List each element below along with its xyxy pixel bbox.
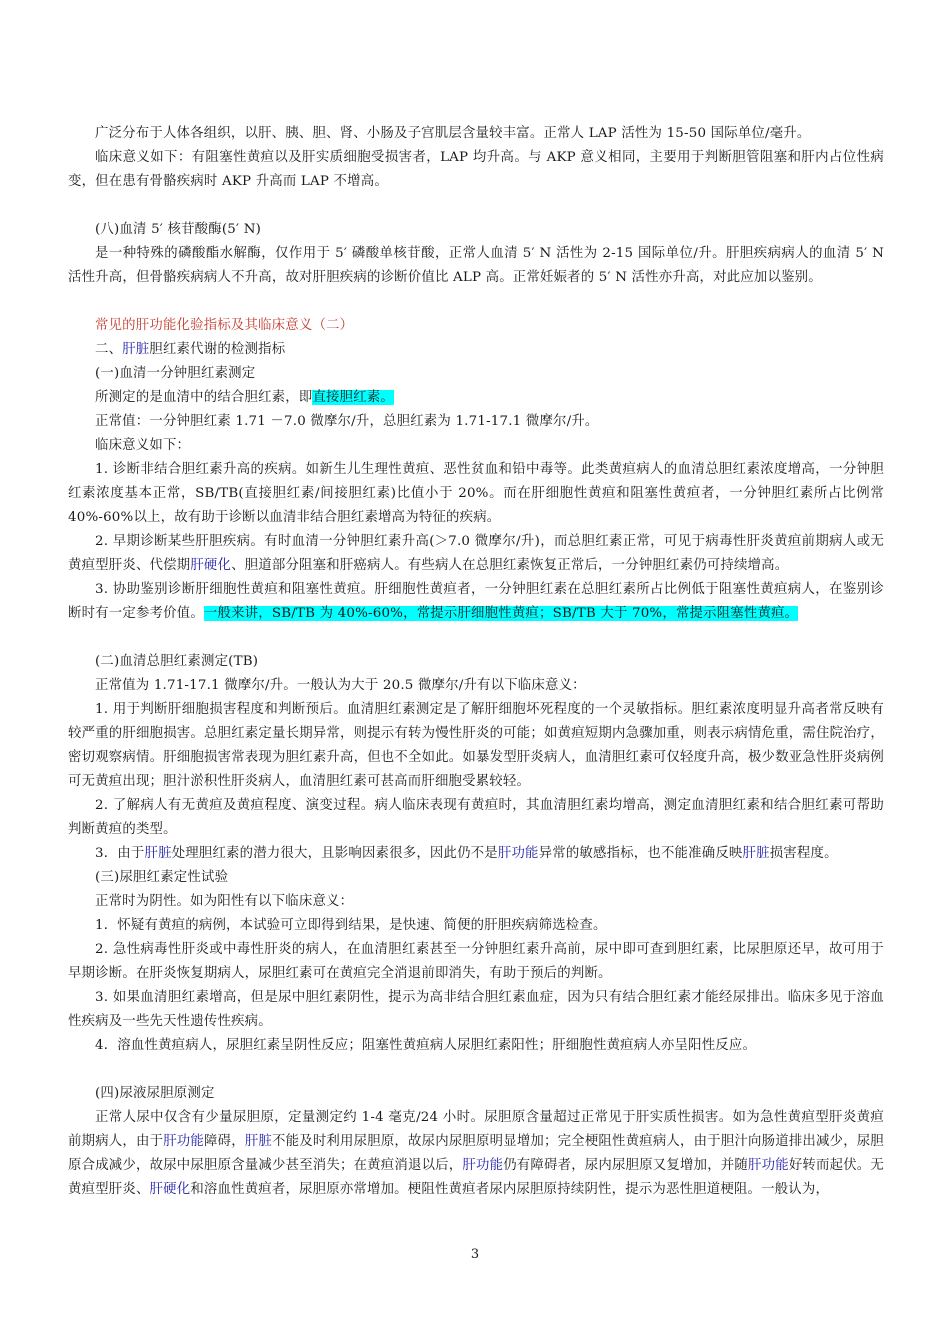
- part-heading: [68, 338, 884, 362]
- text: 3．由于: [95, 846, 145, 861]
- spacer: [68, 194, 884, 218]
- link-liver-function[interactable]: 肝功能: [462, 1158, 504, 1173]
- link-liver[interactable]: 肝脏: [244, 1134, 273, 1149]
- link-liver-function[interactable]: 肝功能: [748, 1158, 789, 1173]
- text: 仍有障碍者，尿内尿胆原又复增加，并随: [503, 1158, 748, 1173]
- heading-suffix: 胆红素代谢的检测指标: [149, 342, 286, 357]
- text: 和溶血性黄疸者，尿胆原亦常增加。梗阻性黄疸者尿内尿胆原持续阴性，提示为恶性胆道梗阻。一般认为，: [190, 1182, 830, 1197]
- highlighted-text: 一般来讲，SB/TB 为 40%-60%，常提示肝细胞性黄疸；SB/TB 大于 70%，常提示阻塞性黄疸。: [203, 606, 799, 621]
- spacer: [68, 290, 884, 314]
- page-number: 3: [470, 1247, 480, 1262]
- text: 2. 早期诊断某些肝胆疾病。有时血清一分钟胆红素升高(＞7.0 微摩尔/升)，而总胆红素正常，可见于病毒性肝炎黄疸前期病人或无黄疸型肝炎、代偿期: [68, 534, 884, 573]
- list-item: 1．怀疑有黄疸的病例，本试验可立即得到结果，是快速、简便的肝胆疾病筛选检查。: [95, 918, 607, 933]
- link-liver-function[interactable]: 肝功能: [497, 846, 539, 861]
- link-cirrhosis[interactable]: 肝硬化: [149, 1182, 191, 1197]
- text: 好转而起伏。无黄疸型肝炎、: [68, 1158, 884, 1197]
- text: 3. 协助鉴别诊断肝细胞性黄疸和阻塞性黄疸。肝细胞性黄疸者，一分钟胆红素在总胆红素所占比例低于阻塞性黄疸病人，在鉴别诊断时有一定参考价值。: [68, 582, 884, 621]
- list-item: 4．溶血性黄疸病人，尿胆红素呈阴性反应；阻塞性黄疸病人尿胆红素阳性；肝细胞性黄疸病人亦呈阳性反应。: [95, 1038, 757, 1053]
- paragraph: [68, 386, 884, 410]
- list-item: [68, 530, 884, 578]
- text: 异常的敏感指标，也不能准确反映: [538, 846, 743, 861]
- link-liver[interactable]: 肝脏: [122, 342, 150, 357]
- text: 所测定的是血清中的结合胆红素，即: [95, 390, 313, 405]
- paragraph: 临床意义如下：有阻塞性黄疸以及肝实质细胞受损害者，LAP 均升高。与 AKP 意义相同，主要用于判断胆管阻塞和肝内占位性病变，但在患有骨骼疾病时 AKP 升高而 LAP 不增高。: [68, 150, 884, 189]
- paragraph: 临床意义如下：: [95, 438, 191, 453]
- link-liver-function[interactable]: 肝功能: [163, 1134, 205, 1149]
- list-item: 1. 用于判断肝细胞损害程度和判断预后。血清胆红素测定是了解肝细胞坏死程度的一个灵敏指标。胆红素浓度明显升高者常反映有较严重的肝细胞损害。总胆红素定量长期异常，则提示有转为慢性肝炎的可能；如黄疸短期内急骤加重，则表示病情危重，需住院治疗，密切观察病情。肝细胞损害常表现为胆红素升高，但也不全如此。如暴发型肝炎病人，血清胆红素可仅轻度升高，极少数亚急性肝炎病例可无黄疸出现；胆汁淤积性肝炎病人，血清胆红素可甚高而肝细胞受累较轻。: [68, 702, 884, 789]
- part-title: 常见的肝功能化验指标及其临床意义（二）: [95, 318, 354, 333]
- section-heading: (二)血清总胆红素测定(TB): [95, 654, 259, 669]
- text: 障碍，: [204, 1134, 245, 1149]
- list-item: 2. 急性病毒性肝炎或中毒性肝炎的病人，在血清胆红素甚至一分钟胆红素升高前，尿中即可查到胆红素，比尿胆原还早，故可用于早期诊断。在肝炎恢复期病人，尿胆红素可在黄疸完全消退前即消失，有助于预后的判断。: [68, 942, 884, 981]
- text: 正常人尿中仅含有少量尿胆原，定量测定约 1-4 毫克/24 小时。尿胆原含量超过正常见于肝实质性损害。如为急性黄疸型肝炎黄疸前期病人，由于: [68, 1110, 884, 1149]
- paragraph: 广泛分布于人体各组织，以肝、胰、胆、肾、小肠及子宫肌层含量较丰富。正常人 LAP 活性为 15-50 国际单位/毫升。: [95, 126, 811, 141]
- text: 处理胆红素的潜力很大，且影响因素很多，因此仍不是: [171, 846, 498, 861]
- spacer: [68, 626, 884, 650]
- list-item: 3. 如果血清胆红素增高，但是尿中胆红素阴性，提示为高非结合胆红素血症，因为只有结合胆红素才能经尿排出。临床多见于溶血性疾病及一些先天性遗传性疾病。: [68, 990, 884, 1029]
- section-heading: (八)血清 5′ 核苷酸酶(5′ N): [95, 222, 262, 237]
- list-item: 1. 诊断非结合胆红素升高的疾病。如新生儿生理性黄疸、恶性贫血和铅中毒等。此类黄疸病人的血清总胆红素浓度增高，一分钟胆红素浓度基本正常，SB/TB(直接胆红素/间接胆红素)比值小于 20%。而在肝细胞性黄疸和阻塞性黄疸者，一分钟胆红素所占比例常 40%-60%以上，故有助于诊断以血清非结合胆红素增高为特征的疾病。: [68, 462, 884, 525]
- paragraph: 正常值为 1.71-17.1 微摩尔/升。一般认为大于 20.5 微摩尔/升有以下临床意义：: [95, 678, 586, 693]
- highlighted-text: 直接胆红素。: [312, 390, 394, 405]
- text: 损害程度。: [769, 846, 838, 861]
- list-item: [68, 842, 884, 866]
- section-heading: (一)血清一分钟胆红素测定: [95, 366, 256, 381]
- list-item: 2. 了解病人有无黄疸及黄疸程度、演变过程。病人临床表现有黄疸时，其血清胆红素均增高，测定血清胆红素和结合胆红素可帮助判断黄疸的类型。: [68, 798, 884, 837]
- section-heading: (三)尿胆红素定性试验: [95, 870, 229, 885]
- link-liver[interactable]: 肝脏: [742, 846, 770, 861]
- paragraph: 正常值：一分钟胆红素 1.71 －7.0 微摩尔/升，总胆红素为 1.71-17.1 微摩尔/升。: [95, 414, 599, 429]
- heading-prefix: 二、: [95, 342, 123, 357]
- paragraph: 正常时为阴性。如为阳性有以下临床意义：: [95, 894, 354, 909]
- page-body: [68, 122, 884, 1202]
- paragraph: [68, 1106, 884, 1202]
- paragraph: 是一种特殊的磷酸酯水解酶，仅作用于 5′ 磷酸单核苷酸，正常人血清 5′ N 活性为 2-15 国际单位/升。肝胆疾病病人的血清 5′ N 活性升高，但骨骼疾病病人不升高，故对肝胆疾病的诊断价值比 ALP 高。正常妊娠者的 5′ N 活性亦升高，对此应加以鉴别。: [68, 246, 884, 285]
- text: 、胆道部分阻塞和肝癌病人。有些病人在总胆红素恢复正常后，一分钟胆红素仍可持续增高。: [231, 558, 789, 573]
- link-liver[interactable]: 肝脏: [144, 846, 172, 861]
- link-cirrhosis[interactable]: 肝硬化: [190, 558, 232, 573]
- spacer: [68, 1058, 884, 1082]
- list-item: [68, 578, 884, 626]
- section-heading: (四)尿液尿胆原测定: [95, 1086, 215, 1101]
- text: 不能及时利用尿胆原，故尿内尿胆原明显增加；完全梗阻性黄疸病人，由于胆汁向肠道排出减少，尿胆原合成减少，故尿中尿胆原含量减少甚至消失；在黄疸消退以后，: [68, 1134, 885, 1173]
